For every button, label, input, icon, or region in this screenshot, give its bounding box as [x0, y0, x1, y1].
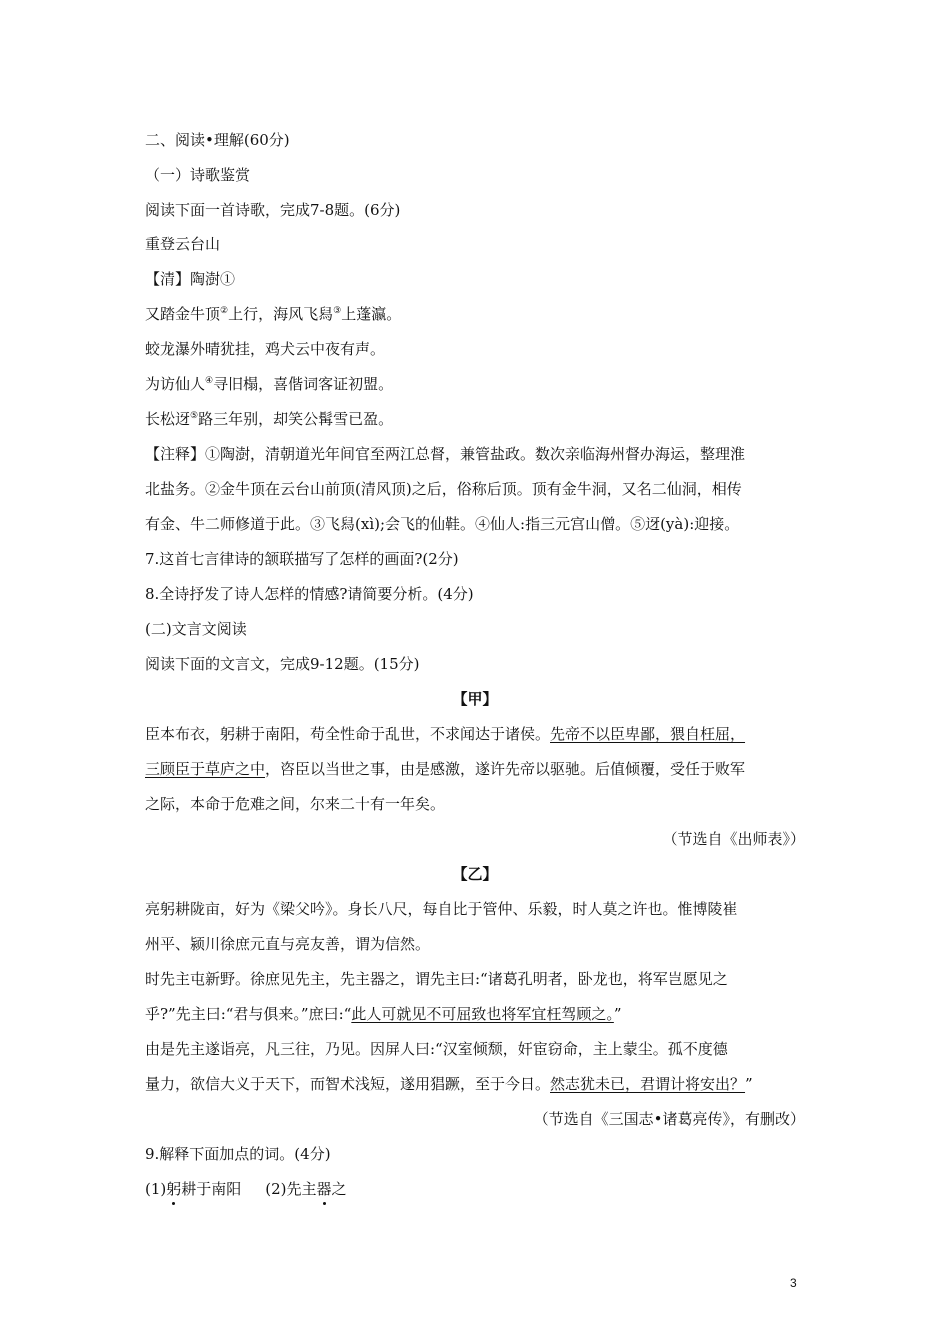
poem-line-3: 为访仙人④寻旧榻，喜偕词客证初盟。	[145, 375, 394, 393]
yi-line-1: 亮躬耕陇亩，好为《梁父吟》。身长八尺，每自比于管仲、乐毅，时人莫之许也。惟博陵崔	[145, 900, 738, 918]
note-mark: ②	[220, 306, 229, 316]
classical-heading: (二)文言文阅读	[145, 620, 247, 638]
question-9: 9.解释下面加点的词。(4分)	[145, 1145, 331, 1163]
classical-instruction: 阅读下面的文言文，完成9-12题。(15分)	[145, 655, 420, 673]
underlined-sentence: 先帝不以臣卑鄙，猥自枉屈，	[550, 725, 746, 743]
note-mark: ⑤	[190, 411, 199, 421]
poem-line-4: 长松迓⑤路三年别，却笑公髯雪已盈。	[145, 410, 394, 428]
notes-line-1: 【注释】①陶澍，清朝道光年间官至两江总督，兼管盐政。数次亲临海州督办海运，整理淮	[145, 445, 746, 463]
page-number: 3	[790, 1276, 797, 1290]
yi-line-3: 时先主屯新野。徐庶见先主，先主器之，谓先主曰:“诸葛孔明者，卧龙也，将军岂愿见之	[145, 970, 728, 988]
jia-source: （节选自《出师表》）	[662, 830, 805, 848]
notes-line-3: 有金、牛二师修道于此。③飞舄(xì);会飞的仙鞋。④仙人:指三元宫山僧。⑤迓(yà):迎接。	[145, 515, 740, 533]
notes-line-2: 北盐务。②金牛顶在云台山前顶(清风顶)之后，俗称后顶。顶有金牛洞，又名二仙洞，相传	[145, 480, 742, 498]
passage-jia-label: 【甲】	[452, 690, 498, 708]
poetry-instruction: 阅读下面一首诗歌，完成7-8题。(6分)	[145, 201, 401, 219]
underlined-sentence: 然志犹未已，君谓计将安出？	[550, 1075, 746, 1093]
question-8: 8.全诗抒发了诗人怎样的情感?请简要分析。(4分)	[145, 585, 474, 603]
poem-line-1: 又踏金牛顶②上行，海风飞舄③上蓬瀛。	[145, 305, 402, 323]
yi-line-6: 量力，欲信大义于天下，而智术浅短，遂用猖蹶，至于今日。然志犹未已，君谓计将安出？”	[145, 1075, 753, 1093]
jia-line-1: 臣本布衣，躬耕于南阳，苟全性命于乱世，不求闻达于诸侯。先帝不以臣卑鄙，猥自枉屈，	[145, 725, 746, 743]
yi-line-4: 乎?”先主曰:“君与俱来。”庶曰:“此人可就见不可屈致也将军宜枉驾顾之。”	[145, 1005, 622, 1023]
yi-line-2: 州平、颍川徐庶元直与亮友善，谓为信然。	[145, 935, 431, 953]
passage-yi-label: 【乙】	[452, 865, 498, 883]
poem-line-2: 蛟龙瀑外晴犹挂，鸡犬云中夜有声。	[145, 340, 386, 358]
poem-author: 【清】陶澍①	[145, 270, 236, 288]
note-mark: ③	[333, 306, 342, 316]
jia-line-3: 之际，本命于危难之间，尔来二十有一年矣。	[145, 795, 446, 813]
dotted-word: 器	[316, 1180, 332, 1198]
poem-title: 重登云台山	[145, 235, 221, 253]
underlined-sentence: 此人可就见不可屈致也将军宜枉驾顾之。	[351, 1005, 614, 1023]
poetry-heading: （一）诗歌鉴赏	[145, 166, 251, 184]
yi-source: （节选自《三国志•诸葛亮传》，有删改）	[533, 1110, 805, 1128]
dotted-word: 躬	[166, 1180, 182, 1198]
question-9-items: (1)躬耕于南阳 (2)先主器之	[145, 1180, 347, 1198]
jia-line-2: 三顾臣于草庐之中，咨臣以当世之事，由是感激，遂许先帝以驱驰。后值倾覆，受任于败军	[145, 760, 746, 778]
section-title: 二、阅读•理解(60分)	[145, 131, 290, 149]
note-mark: ④	[205, 376, 214, 386]
underlined-sentence: 三顾臣于草庐之中	[145, 760, 266, 778]
question-7: 7.这首七言律诗的颔联描写了怎样的画面?(2分)	[145, 550, 459, 568]
yi-line-5: 由是先主遂诣亮，凡三往，乃见。因屏人曰:“汉室倾颓，奸宦窃命，主上蒙尘。孤不度德	[145, 1040, 728, 1058]
